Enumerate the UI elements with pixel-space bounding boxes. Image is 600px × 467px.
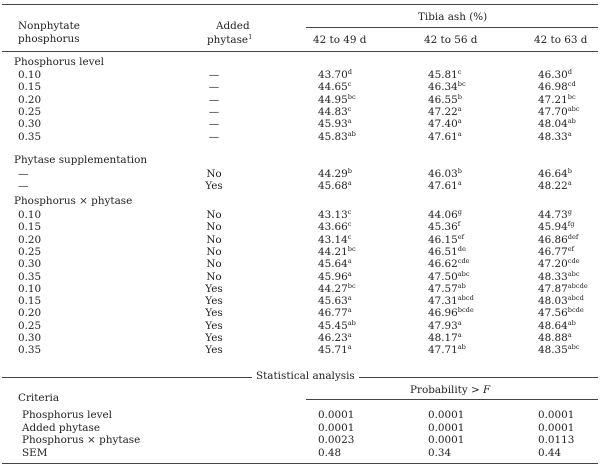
phytase-cell: Yes — [205, 295, 223, 308]
ash-value-cell: 43.66$^c$ — [318, 220, 352, 234]
table-row — [0, 320, 600, 332]
probability-cell: 0.0001 — [318, 421, 355, 434]
stats-row — [0, 434, 600, 446]
table-row — [0, 344, 600, 356]
ash-value-cell: 48.22$^a$ — [538, 179, 572, 193]
ash-value-cell: 47.50$^{abc}$ — [428, 269, 470, 283]
ash-value-cell: 48.17$^a$ — [428, 331, 462, 344]
phosphorus-cell: 0.25 — [18, 105, 42, 118]
probability-label — [410, 384, 490, 396]
ash-value-cell: 47.20$^{cde}$ — [538, 257, 580, 271]
ash-value-cell: 46.23$^a$ — [318, 331, 352, 344]
probability-cell: 0.0001 — [538, 421, 575, 434]
ash-value-cell: $47.56^{bcde}$ — [538, 306, 584, 320]
ash-value-cell: 47.40$^a$ — [428, 117, 462, 131]
probability-text: Probability > — [410, 384, 484, 396]
ash-value-cell: 45.93$^a$ — [318, 117, 352, 131]
table-row — [0, 131, 600, 143]
table-row — [0, 106, 600, 118]
header-period-3: 42 to 63 d — [534, 34, 588, 46]
table-row — [0, 234, 600, 246]
phosphorus-cell: — — [18, 168, 29, 180]
ash-value-cell: 44.65$^c$ — [318, 80, 352, 94]
phosphorus-cell: 0.10 — [18, 282, 42, 295]
ash-value-cell: $48.03^{abcd}$ — [538, 294, 584, 308]
group-rule — [306, 27, 598, 28]
ash-value-cell: 45.68$^a$ — [318, 179, 352, 193]
table-row — [0, 295, 600, 307]
table-row — [0, 258, 600, 270]
ash-value-cell: 46.77$^a$ — [318, 306, 352, 320]
ash-value-cell: 46.86$^{def}$ — [538, 232, 579, 246]
ash-value-cell: 47.61$^a$ — [428, 129, 462, 143]
phytase-cell: No — [206, 209, 222, 221]
table-row — [0, 180, 600, 192]
section-title: Phytase supplementation — [14, 154, 148, 166]
header-period-2: 42 to 56 d — [424, 34, 478, 46]
criteria-cell: Phosphorus × phytase — [22, 434, 141, 447]
ash-value-cell: $46.96^{bcde}$ — [428, 306, 474, 320]
phosphorus-cell: 0.25 — [18, 245, 42, 258]
header-phytase — [207, 34, 252, 46]
phosphorus-cell: 0.30 — [18, 332, 42, 344]
stats-row — [0, 447, 600, 459]
ash-value-cell: 47.22$^a$ — [428, 104, 462, 118]
phosphorus-cell: 0.10 — [18, 69, 42, 81]
ash-value-cell: 44.27$^{bc}$ — [318, 281, 356, 295]
ash-value-cell: 47.61$^a$ — [428, 179, 462, 193]
probability-cell: 0.0113 — [538, 434, 575, 447]
ash-value-cell: 45.64$^a$ — [318, 257, 352, 271]
ash-value-cell: 47.57$^{ab}$ — [428, 281, 466, 295]
ash-value-cell: 44.95$^{bc}$ — [318, 92, 356, 106]
probability-rule — [306, 399, 598, 400]
top-rule — [2, 4, 598, 5]
ash-value-cell: 43.13$^c$ — [318, 208, 352, 221]
ash-value-cell: 46.30$^d$ — [538, 68, 572, 81]
phytase-cell: No — [206, 270, 222, 283]
phytase-cell: No — [206, 258, 222, 271]
probability-cell: 0.0001 — [428, 434, 465, 447]
table-row — [0, 118, 600, 130]
ash-value-cell: 44.73$^g$ — [538, 208, 572, 221]
ash-value-cell: 47.21$^{bc}$ — [538, 92, 576, 106]
section-title: Phosphorus × phytase — [14, 195, 133, 207]
ash-value-cell: 46.62$^{cde}$ — [428, 257, 470, 271]
ash-value-cell: 48.35$^{abc}$ — [538, 343, 580, 357]
table-row — [0, 246, 600, 258]
ash-value-cell: 46.55$^b$ — [428, 92, 462, 106]
ash-value-cell: $47.31^{abcd}$ — [428, 294, 474, 308]
ash-value-cell: 46.03$^b$ — [428, 167, 462, 180]
ash-value-cell: 45.45$^{ab}$ — [318, 318, 356, 332]
ash-value-cell: 47.70$^{abc}$ — [538, 104, 580, 118]
phosphorus-cell: 0.20 — [18, 307, 42, 320]
phosphorus-cell: 0.15 — [18, 81, 42, 94]
ash-value-cell: 48.88$^a$ — [538, 331, 572, 344]
phytase-cell: — — [208, 93, 220, 106]
ash-value-cell: 47.71$^{ab}$ — [428, 343, 466, 357]
table-row — [0, 168, 600, 180]
criteria-label: Criteria — [18, 392, 60, 404]
ash-value-cell: 47.93$^a$ — [428, 318, 462, 332]
phytase-cell: — — [208, 81, 220, 94]
header-tibia-ash: Tibia ash (%) — [418, 11, 488, 23]
phytase-cell: — — [208, 69, 220, 81]
table-row — [0, 307, 600, 319]
phytase-cell: No — [206, 221, 222, 234]
table-row — [0, 94, 600, 106]
ash-value-cell: 45.36$^f$ — [428, 220, 461, 234]
phosphorus-cell: 0.30 — [18, 258, 42, 271]
ash-value-cell: 48.64$^{ab}$ — [538, 318, 576, 332]
ash-value-cell: 48.33$^{abc}$ — [538, 269, 580, 283]
header-period-1: 42 to 49 d — [313, 34, 367, 46]
ash-value-cell: 46.77$^{ef}$ — [538, 244, 575, 258]
ash-value-cell: 46.64$^b$ — [538, 167, 572, 180]
probability-cell: 0.0001 — [538, 409, 575, 421]
stats-title: Statistical analysis — [252, 370, 359, 382]
probability-cell: 0.0023 — [318, 434, 355, 447]
phytase-cell: Yes — [205, 307, 223, 320]
header-phytase-footnote: 1 — [248, 33, 253, 41]
ash-value-cell: 45.94$^{fg}$ — [538, 220, 575, 234]
ash-value-cell: 46.98$^{cd}$ — [538, 80, 576, 94]
criteria-cell: SEM — [22, 446, 48, 459]
phytase-cell: No — [206, 233, 222, 246]
table-row — [0, 332, 600, 344]
header-phosphorus: phosphorus — [18, 33, 80, 45]
ash-value-cell: 44.21$^{bc}$ — [318, 244, 356, 258]
phosphorus-cell: 0.35 — [18, 344, 42, 357]
header-nonphytate: Nonphytate — [18, 20, 80, 32]
criteria-cell: Phosphorus level — [22, 409, 112, 421]
header-rule — [2, 51, 598, 52]
phytase-cell: Yes — [205, 180, 223, 193]
header-added: Added — [216, 20, 250, 32]
table-row — [0, 209, 600, 221]
table-row — [0, 283, 600, 295]
probability-cell: 0.0001 — [318, 409, 355, 421]
phytase-cell: No — [206, 245, 222, 258]
probability-cell: 0.44 — [538, 446, 562, 459]
table-row — [0, 271, 600, 283]
probability-cell: 0.34 — [428, 446, 452, 459]
probability-cell: 0.48 — [318, 446, 342, 459]
phytase-cell: Yes — [205, 332, 223, 344]
phytase-cell: Yes — [205, 344, 223, 357]
phosphorus-cell: 0.35 — [18, 130, 42, 143]
table-row — [0, 81, 600, 93]
ash-value-cell: 48.04$^{ab}$ — [538, 117, 576, 131]
phytase-cell: — — [208, 105, 220, 118]
probability-cell: 0.0001 — [428, 409, 465, 421]
phosphorus-cell: — — [18, 180, 29, 193]
phosphorus-cell: 0.15 — [18, 295, 42, 308]
ash-value-cell: 46.34$^{bc}$ — [428, 80, 466, 94]
phytase-cell: Yes — [205, 319, 223, 332]
criteria-cell: Added phytase — [22, 421, 100, 434]
phytase-cell: — — [208, 118, 220, 131]
stats-row — [0, 409, 600, 421]
phytase-cell: — — [208, 130, 220, 143]
table-row — [0, 221, 600, 233]
table-row — [0, 69, 600, 81]
ash-value-cell: 45.63$^a$ — [318, 294, 352, 308]
phosphorus-cell: 0.20 — [18, 93, 42, 106]
probability-var: F — [483, 384, 491, 396]
phosphorus-cell: 0.35 — [18, 270, 42, 283]
ash-value-cell: $47.87^{abcde}$ — [538, 281, 588, 295]
ash-value-cell: 44.83$^c$ — [318, 104, 352, 118]
phosphorus-cell: 0.15 — [18, 221, 42, 234]
ash-value-cell: 45.83$^{ab}$ — [318, 129, 356, 143]
phytase-cell: No — [206, 168, 222, 180]
phosphorus-cell: 0.30 — [18, 118, 42, 131]
ash-value-cell: 44.29$^b$ — [318, 167, 352, 180]
phytase-cell: Yes — [205, 282, 223, 295]
ash-value-cell: 45.81$^c$ — [428, 68, 462, 81]
ash-value-cell: 45.71$^a$ — [318, 343, 352, 357]
ash-value-cell: 48.33$^a$ — [538, 129, 572, 143]
header-phytase-text: phytase — [207, 34, 249, 46]
ash-value-cell: 44.06$^g$ — [428, 208, 462, 221]
probability-cell: 0.0001 — [428, 421, 465, 434]
ash-value-cell: 43.14$^c$ — [318, 232, 352, 246]
ash-value-cell: 46.15$^{ef}$ — [428, 232, 465, 246]
section-title: Phosphorus level — [14, 56, 104, 68]
stats-row — [0, 422, 600, 434]
bottom-rule — [2, 463, 598, 464]
ash-value-cell: 43.70$^d$ — [318, 68, 352, 81]
phosphorus-cell: 0.25 — [18, 319, 42, 332]
ash-value-cell: 46.51de — [428, 244, 466, 258]
phosphorus-cell: 0.10 — [18, 209, 42, 221]
ash-value-cell: 45.96$^a$ — [318, 269, 352, 283]
phosphorus-cell: 0.20 — [18, 233, 42, 246]
